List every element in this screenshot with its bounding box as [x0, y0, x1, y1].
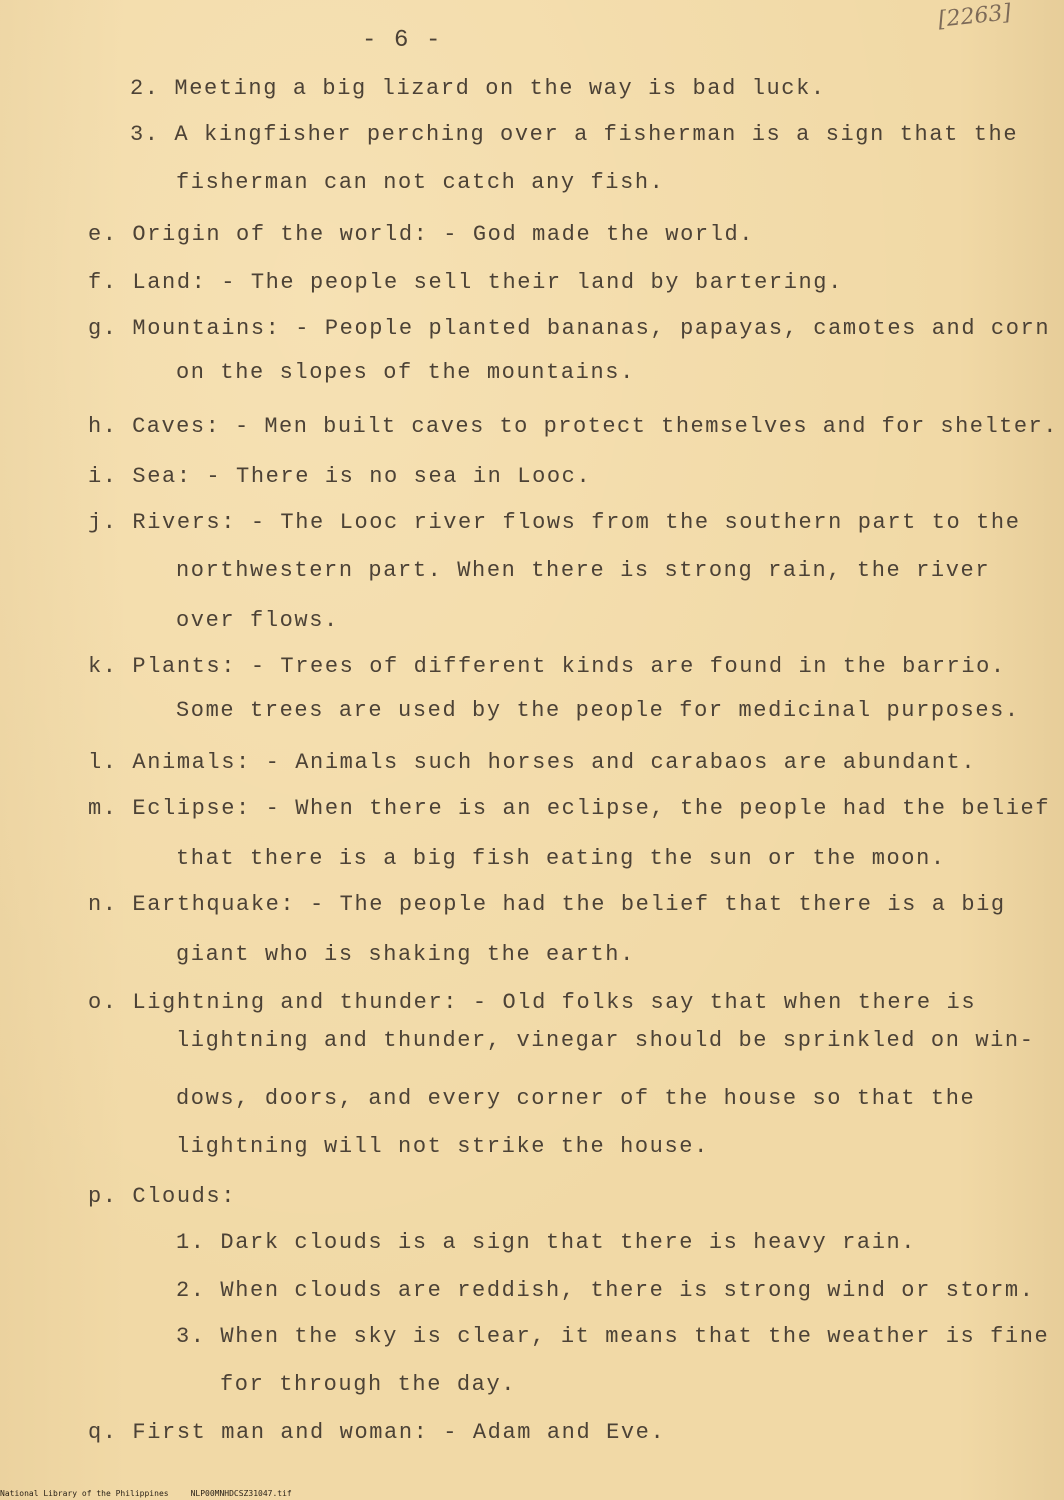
footer-library: National Library of the Philippines [0, 1489, 169, 1498]
text-line: dows, doors, and every corner of the house so that the [176, 1086, 976, 1111]
scan-footer [0, 1489, 292, 1498]
text-line: 2. When clouds are reddish, there is strong wind or storm. [176, 1278, 1035, 1303]
text-line: h. Caves: - Men built caves to protect themselves and for shelter. [88, 414, 1058, 439]
text-line: for through the day. [220, 1372, 517, 1397]
text-line: on the slopes of the mountains. [176, 360, 635, 385]
text-line: i. Sea: - There is no sea in Looc. [88, 464, 592, 489]
text-line: northwestern part. When there is strong rain, the river [176, 558, 991, 583]
text-line: k. Plants: - Trees of different kinds are found in the barrio. [88, 654, 1006, 679]
text-line: n. Earthquake: - The people had the belief that there is a big [88, 892, 1006, 917]
text-line: 2. Meeting a big lizard on the way is bad luck. [130, 76, 826, 101]
handwritten-catalog-mark: [2263] [936, 0, 1013, 33]
text-line: Some trees are used by the people for medicinal purposes. [176, 698, 1020, 723]
text-line: 1. Dark clouds is a sign that there is heavy rain. [176, 1230, 917, 1255]
text-line: lightning will not strike the house. [176, 1134, 709, 1159]
text-line: p. Clouds: [88, 1184, 237, 1209]
text-line: lightning and thunder, vinegar should be sprinkled on win- [176, 1028, 1035, 1053]
text-line: o. Lightning and thunder: - Old folks say that when there is [88, 990, 977, 1015]
text-line: j. Rivers: - The Looc river flows from the southern part to the [88, 510, 1021, 535]
text-line: that there is a big fish eating the sun or the moon. [176, 846, 946, 871]
text-line: l. Animals: - Animals such horses and carabaos are abundant. [88, 750, 977, 775]
text-line: q. First man and woman: - Adam and Eve. [88, 1420, 666, 1445]
text-line: giant who is shaking the earth. [176, 942, 635, 967]
footer-filename: NLP00MNHDCSZ31047.tif [190, 1489, 292, 1498]
page-number: - 6 - [362, 27, 443, 54]
text-line: g. Mountains: - People planted bananas, papayas, camotes and corn [88, 316, 1051, 341]
text-line: 3. When the sky is clear, it means that the weather is fine [176, 1324, 1050, 1349]
text-line: 3. A kingfisher perching over a fisherman is a sign that the [130, 122, 1019, 147]
text-line: over flows. [176, 608, 339, 633]
text-line: fisherman can not catch any fish. [176, 170, 665, 195]
text-line: m. Eclipse: - When there is an eclipse, the people had the belief [88, 796, 1051, 821]
text-line: e. Origin of the world: - God made the world. [88, 222, 755, 247]
text-line: f. Land: - The people sell their land by bartering. [88, 270, 843, 295]
